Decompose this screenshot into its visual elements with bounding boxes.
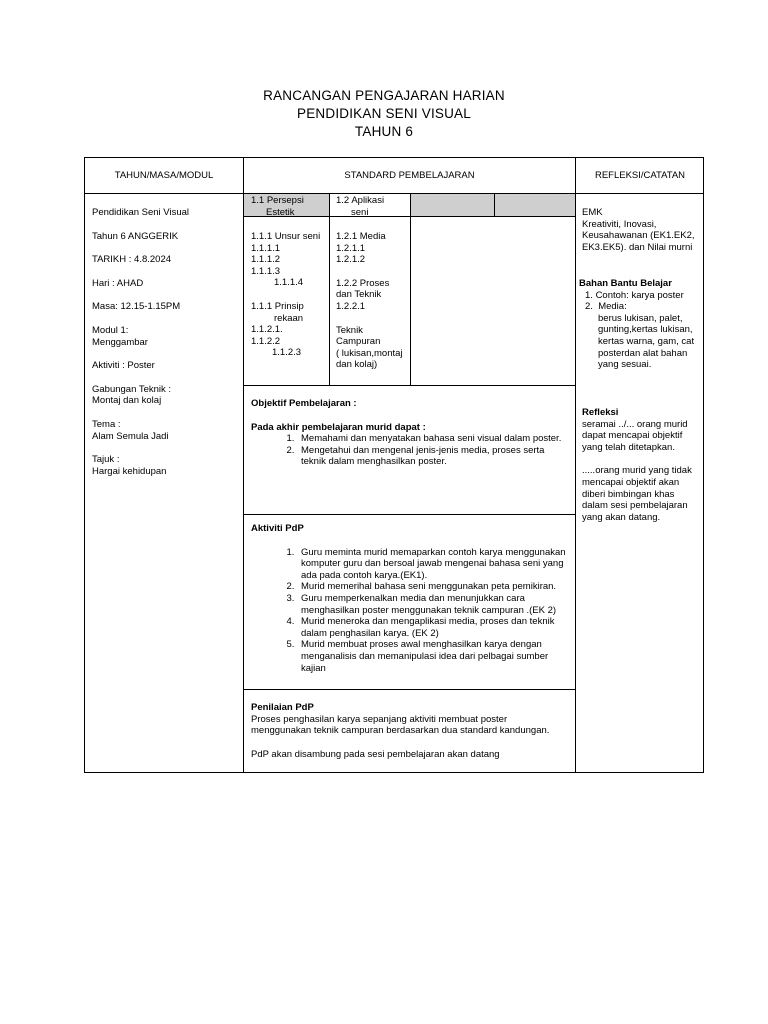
standard-1-1-list xyxy=(251,231,329,359)
reflection-text-1: seramai ../... orang murid dapat mencapai objektif yang telah ditetapkan. xyxy=(582,418,688,453)
header-col3: REFLEKSI/CATATAN xyxy=(594,170,686,181)
teaching-aids-heading: Bahan Bantu Belajar xyxy=(579,278,672,289)
document-year: TAHUN 6 xyxy=(354,124,414,139)
header-col2: STANDARD PEMBELAJARAN xyxy=(344,170,475,181)
teaching-aids xyxy=(579,278,701,371)
objective-item: 2. Mengetahui dan mengenal jenis-jenis media, proses serta teknik dalam menghasilkan poster. xyxy=(297,445,569,468)
standard-1-2-list xyxy=(336,231,410,371)
activity-item: 4. Murid meneroka dan mengaplikasi media, proses dan teknik dalam penghasilan karya. (EK 2) xyxy=(297,616,569,639)
objectives-intro: Pada akhir pembelajaran murid dapat : xyxy=(251,421,426,433)
section-divider xyxy=(244,689,575,690)
assessment-text: Proses penghasilan karya sepanjang aktiviti membuat poster menggunakan teknik campuran berdasarkan dua standard kandungan. xyxy=(251,713,550,737)
standard-line: dan Teknik xyxy=(336,289,382,301)
topic-label: Tajuk : xyxy=(92,454,120,466)
objectives-section xyxy=(251,398,569,468)
teaching-aid-1: 1. Contoh: karya poster xyxy=(585,289,684,301)
topic-text: Hargai kehidupan xyxy=(92,465,167,477)
objective-item: 1. Memahami dan menyatakan bahasa seni visual dalam poster. xyxy=(297,433,569,445)
document-subject: PENDIDIKAN SENI VISUAL xyxy=(297,106,471,121)
reflection-heading: Refleksi xyxy=(582,407,619,418)
standard-spacer xyxy=(251,289,329,301)
reflection-section xyxy=(582,407,700,523)
emk-values: Kreativiti, Inovasi, Keusahawanan (EK1.EK2, EK3.EK5). dan Nilai murni xyxy=(582,218,695,253)
standard-line: ( lukisan,montaj xyxy=(336,347,403,359)
date-text: TARIKH : 4.8.2024 xyxy=(92,254,172,266)
standard-1-1-title: 1.1 Persepsi xyxy=(251,195,304,206)
section-divider xyxy=(244,514,575,515)
standard-spacer xyxy=(336,313,410,325)
lesson-info xyxy=(92,207,240,477)
standard-line: Campuran xyxy=(336,336,381,348)
teaching-aid-2-text: Media: xyxy=(598,301,627,313)
assessment-heading: Penilaian PdP xyxy=(251,702,314,713)
activity-text: Aktiviti : Poster xyxy=(92,360,155,372)
technique-text: Montaj dan kolaj xyxy=(92,395,162,407)
activities-heading: Aktiviti PdP xyxy=(251,523,304,534)
standard-1-2-title: 1.2 Aplikasi xyxy=(336,195,385,206)
lesson-plan-table xyxy=(84,157,704,773)
standard-line: 1.2.1.2 xyxy=(336,254,366,266)
technique-label: Gabungan Teknik : xyxy=(92,383,172,395)
empty-shaded-cell xyxy=(495,194,575,216)
standard-line: 1.1.1.2 xyxy=(251,254,281,266)
teaching-aid-1-text: Contoh: karya poster xyxy=(595,289,684,301)
standard-line: 1.2.1.1 xyxy=(336,242,366,254)
subject-text: Pendidikan Seni Visual xyxy=(92,207,190,218)
standards-divider xyxy=(494,194,495,216)
standard-line: 1.1.1 Unsur seni xyxy=(251,231,321,242)
reflection-column xyxy=(582,207,702,253)
activity-item: 3. Guru memperkenalkan media dan menunjukkan cara menghasilkan poster menggunakan teknik campuran .(EK 2) xyxy=(297,593,569,616)
standard-line: 1.1.1.1 xyxy=(251,242,281,254)
standard-line: 1.1.2.2 xyxy=(251,335,281,347)
teaching-aid-2: 2. Media: xyxy=(585,301,627,313)
class-text: Tahun 6 ANGGERIK xyxy=(92,230,179,242)
header-col1: TAHUN/MASA/MODUL xyxy=(114,170,214,181)
standard-1-1-subtitle: Estetik xyxy=(266,206,295,218)
day-text: Hari : AHAD xyxy=(92,277,144,289)
standard-line: 1.1.2.3 xyxy=(272,347,302,359)
standard-line: 1.1.1.3 xyxy=(251,265,281,277)
emk-label: EMK xyxy=(582,207,603,218)
time-text: Masa: 12.15-1.15PM xyxy=(92,301,181,313)
standard-1-2-subtitle: seni xyxy=(351,206,369,218)
activities-section xyxy=(251,523,569,674)
column-divider xyxy=(243,158,244,772)
standard-1-2-heading xyxy=(336,195,410,218)
column-divider xyxy=(575,158,576,772)
document-title: RANCANGAN PENGAJARAN HARIAN xyxy=(263,88,505,103)
standard-line: 1.2.2 Proses xyxy=(336,277,390,289)
standard-line: dan kolaj) xyxy=(336,359,378,371)
activity-item: 2. Murid memerihal bahasa seni menggunakan peta pemikiran. xyxy=(297,581,569,593)
standard-line: Teknik xyxy=(336,324,363,336)
objectives-heading: Objektif Pembelajaran : xyxy=(251,398,357,409)
standard-1-1-heading xyxy=(251,195,329,218)
activity-item: 5. Murid membuat proses awal menghasilkan karya dengan menganalisis dan memanipulasi idea dari pelbagai sumber kajian xyxy=(297,639,569,674)
standard-spacer xyxy=(336,266,410,278)
activity-item: 1. Guru meminta murid memaparkan contoh karya menggunakan komputer guru dan bersoal jawab mengenai bahasa seni yang ada pada contoh karya.(EK1). xyxy=(297,547,569,582)
teaching-aid-2-detail: berus lukisan, palet, gunting,kertas lukisan, kertas warna, gam, cat posterdan alat bahan yang sesuai. xyxy=(598,312,695,371)
theme-text: Alam Semula Jadi xyxy=(92,430,169,442)
reflection-text-2: .....orang murid yang tidak mencapai objektif akan diberi bimbingan khas dalam sesi pembelajaran yang akan datang. xyxy=(582,465,692,523)
module-label: Modul 1: xyxy=(92,324,129,336)
standard-line: 1.1.2.1. xyxy=(251,324,283,336)
standard-line: 1.1.1.4 xyxy=(274,277,304,289)
standard-line: 1.1.1 Prinsip xyxy=(251,300,304,312)
continuation-text: PdP akan disambung pada sesi pembelajaran akan datang xyxy=(251,748,500,760)
standard-line: rekaan xyxy=(274,312,304,324)
standard-line: 1.2.2.1 xyxy=(336,300,366,312)
assessment-section xyxy=(251,702,569,760)
theme-label: Tema : xyxy=(92,418,121,430)
standard-line: 1.2.1 Media xyxy=(336,231,386,242)
standards-divider xyxy=(410,194,411,385)
header-divider xyxy=(85,193,703,194)
standards-divider xyxy=(329,194,330,385)
module-name: Menggambar xyxy=(92,336,148,348)
section-divider xyxy=(244,385,575,386)
empty-shaded-cell xyxy=(411,194,494,216)
